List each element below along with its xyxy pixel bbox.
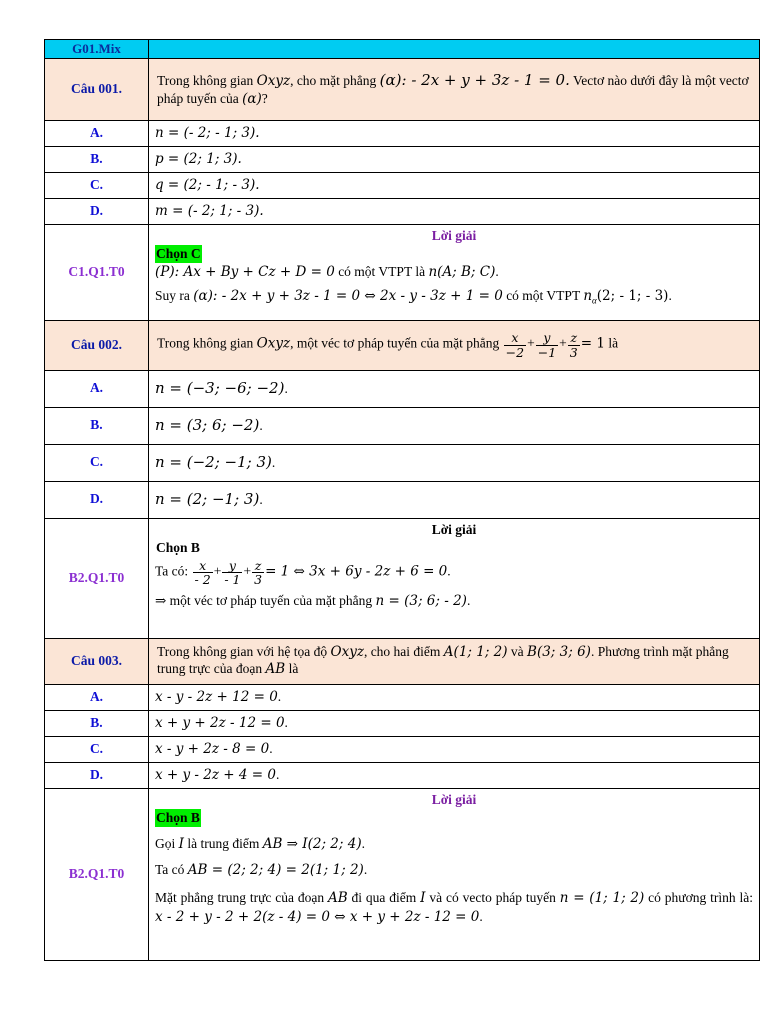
option-text: n = (3; 6; −2). [149, 407, 760, 444]
answer-choice: Chọn B [155, 809, 201, 827]
question-row [45, 320, 760, 370]
option-label: C. [45, 736, 149, 762]
solution-body: Lời giải Chọn B Ta có: $\frac{x}{- 2}$ + $\frac{y}{- 1}$ + $\frac{z}{3}$ = 1 ⇔ 3x + 6y - 2z + 6 = 0. ⇒ một véc tơ pháp tuyến của mặt phẳng n = (3; 6; - 2). [149, 518, 760, 638]
question-text: Trong không gian với hệ tọa độ Oxyz, cho hai điểm A(1; 1; 2) và B(3; 3; 6). Phương trình mặt phẳng trung trực của đoạn AB là [149, 638, 760, 684]
solution-row [45, 224, 760, 320]
solution-label: C1.Q1.T0 [45, 224, 149, 320]
solution-body: Lời giải Chọn B Gọi I là trung điểm AB ⇒ I(2; 2; 4). Ta có AB = (2; 2; 4) = 2(1; 1; 2). Mặt phẳng trung trực của đoạn AB đi qua điểm I và có vecto pháp tuyến n = (1; 1; 2) có phương trình là: x - 2 + y - 2 + 2(z - 4) = 0 ⇔ x + y + 2z - 12 = 0. [149, 788, 760, 960]
option-label: D. [45, 198, 149, 224]
option-text: p = (2; 1; 3). [149, 146, 760, 172]
solution-title: Lời giải [431, 227, 477, 243]
option-row [45, 370, 760, 407]
answer-choice: Chọn C [155, 245, 202, 263]
option-row [45, 762, 760, 788]
option-row [45, 444, 760, 481]
solution-label: B2.Q1.T0 [45, 518, 149, 638]
option-label: A. [45, 370, 149, 407]
option-text: n = (- 2; - 1; 3). [149, 120, 760, 146]
option-label: B. [45, 407, 149, 444]
option-row [45, 120, 760, 146]
option-label: D. [45, 762, 149, 788]
option-text: x - y + 2z - 8 = 0. [149, 736, 760, 762]
question-label: Câu 003. [45, 638, 149, 684]
option-text: x + y - 2z + 4 = 0. [149, 762, 760, 788]
answer-choice: Chọn B [156, 539, 200, 555]
option-row [45, 710, 760, 736]
option-text: q = (2; - 1; - 3). [149, 172, 760, 198]
option-row [45, 198, 760, 224]
set-label: G01.Mix [45, 40, 149, 59]
option-text: m = (- 2; 1; - 3). [149, 198, 760, 224]
option-label: B. [45, 710, 149, 736]
option-row [45, 684, 760, 710]
option-label: B. [45, 146, 149, 172]
option-text: n = (−3; −6; −2). [149, 370, 760, 407]
header-blank [149, 40, 760, 59]
option-text: x + y + 2z - 12 = 0. [149, 710, 760, 736]
option-row [45, 407, 760, 444]
question-label: Câu 002. [45, 320, 149, 370]
option-row [45, 146, 760, 172]
solution-row [45, 788, 760, 960]
option-text: x - y - 2z + 12 = 0. [149, 684, 760, 710]
question-label: Câu 001. [45, 58, 149, 120]
option-row [45, 736, 760, 762]
question-row [45, 638, 760, 684]
solution-label: B2.Q1.T0 [45, 788, 149, 960]
option-label: A. [45, 684, 149, 710]
worksheet-table [44, 39, 760, 961]
option-label: D. [45, 481, 149, 518]
option-label: C. [45, 172, 149, 198]
option-row [45, 481, 760, 518]
solution-title: Lời giải [431, 791, 477, 807]
option-label: C. [45, 444, 149, 481]
question-text: Trong không gian Oxyz, một véc tơ pháp tuyến của mặt phẳng $\frac{x}{-2}$ + $\frac{y}{-1}$ + $\frac{z}{3}$ = 1 là [149, 320, 760, 370]
option-text: n = (−2; −1; 3). [149, 444, 760, 481]
option-label: A. [45, 120, 149, 146]
header-row [45, 40, 760, 59]
solution-row [45, 518, 760, 638]
option-text: n = (2; −1; 3). [149, 481, 760, 518]
question-row [45, 58, 760, 120]
solution-body: Lời giải Chọn C (P): Ax + By + Cz + D = 0 có một VTPT là n(A; B; C). Suy ra (α): - 2x + y + 3z - 1 = 0 ⇔ 2x - y - 3z + 1 = 0 có một VTPT $n_\alpha(2$; - 1; - 3). [149, 224, 760, 320]
question-text: Trong không gian Oxyz, cho mặt phẳng (α): - 2x + y + 3z - 1 = 0. Vectơ nào dưới đây là một vectơ pháp tuyến của (α)? [149, 58, 760, 120]
option-row [45, 172, 760, 198]
solution-title: Lời giải [431, 521, 477, 537]
